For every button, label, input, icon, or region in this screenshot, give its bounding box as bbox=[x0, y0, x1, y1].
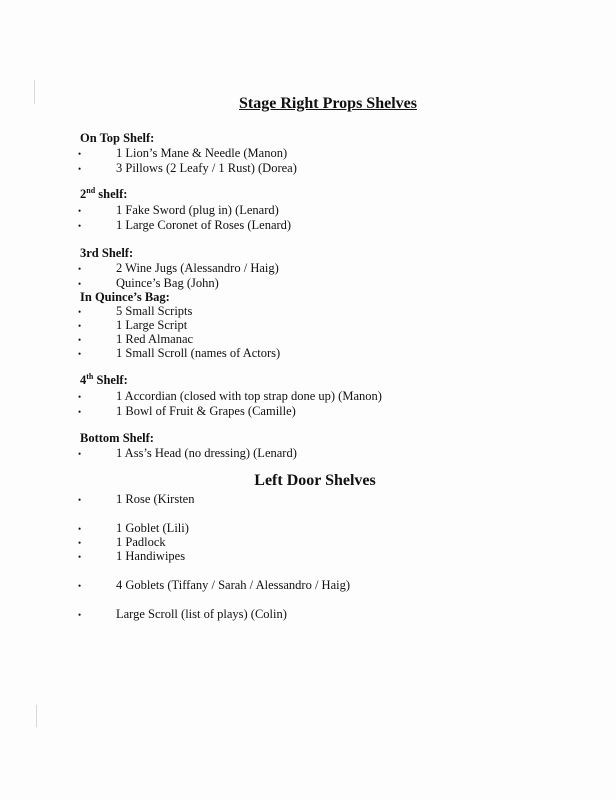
shelf-3-heading: 3rd Shelf: bbox=[80, 246, 134, 260]
bullet: • bbox=[78, 524, 82, 534]
bullet: • bbox=[78, 610, 82, 620]
bullet: • bbox=[78, 149, 82, 159]
bottom-shelf-heading: Bottom Shelf: bbox=[80, 431, 154, 445]
list-item: • Large Scroll (list of plays) (Colin) bbox=[78, 607, 287, 621]
list-item: • 1 Handiwipes bbox=[78, 549, 186, 563]
list-item: • Quince’s Bag (John) bbox=[78, 276, 219, 290]
list-item: • 1 Goblet (Lili) bbox=[78, 521, 189, 535]
list-item: • 3 Pillows (2 Leafy / 1 Rust) (Dorea) bbox=[78, 161, 297, 175]
scan-mark bbox=[36, 705, 37, 727]
list-item: • 1 Accordian (closed with top strap done up) (Manon) bbox=[78, 389, 382, 403]
list-item: • 1 Padlock bbox=[78, 535, 166, 549]
bullet: • bbox=[78, 335, 82, 345]
list-item: • 1 Fake Sword (plug in) (Lenard) bbox=[78, 203, 279, 217]
list-item: • 1 Bowl of Fruit & Grapes (Camille) bbox=[78, 404, 296, 418]
list-item: • 1 Small Scroll (names of Actors) bbox=[78, 346, 281, 360]
list-item: • 5 Small Scripts bbox=[78, 304, 193, 318]
list-item: • 1 Rose (Kirsten bbox=[78, 492, 195, 506]
list-item: • 1 Large Script bbox=[78, 318, 188, 332]
bullet: • bbox=[78, 321, 82, 331]
bullet: • bbox=[78, 552, 82, 562]
bullet: • bbox=[78, 581, 82, 591]
bullet: • bbox=[78, 495, 82, 505]
shelf-2-heading: 2nd shelf: bbox=[80, 185, 128, 201]
list-item: • 1 Ass’s Head (no dressing) (Lenard) bbox=[78, 446, 297, 460]
shelf-4-heading: 4th Shelf: bbox=[80, 371, 128, 387]
bullet: • bbox=[78, 307, 82, 317]
quince-bag-heading: In Quince’s Bag: bbox=[80, 290, 170, 304]
bullet: • bbox=[78, 279, 82, 289]
bullet: • bbox=[78, 407, 82, 417]
bullet: • bbox=[78, 264, 82, 274]
list-item: • 1 Lion’s Mane & Needle (Manon) bbox=[78, 146, 288, 160]
bullet: • bbox=[78, 206, 82, 216]
bullet: • bbox=[78, 221, 82, 231]
bullet: • bbox=[78, 538, 82, 548]
list-item: • 1 Red Almanac bbox=[78, 332, 194, 346]
left-door-title: Left Door Shelves bbox=[254, 472, 376, 489]
list-item: • 2 Wine Jugs (Alessandro / Haig) bbox=[78, 261, 279, 275]
list-item: • 4 Goblets (Tiffany / Sarah / Alessandro / Haig) bbox=[78, 578, 351, 592]
top-shelf-heading: On Top Shelf: bbox=[80, 131, 155, 145]
stage-right-title: Stage Right Props Shelves bbox=[239, 95, 417, 112]
bullet: • bbox=[78, 349, 82, 359]
list-item: • 1 Large Coronet of Roses (Lenard) bbox=[78, 218, 292, 232]
bullet: • bbox=[78, 164, 82, 174]
bullet: • bbox=[78, 392, 82, 402]
bullet: • bbox=[78, 449, 82, 459]
